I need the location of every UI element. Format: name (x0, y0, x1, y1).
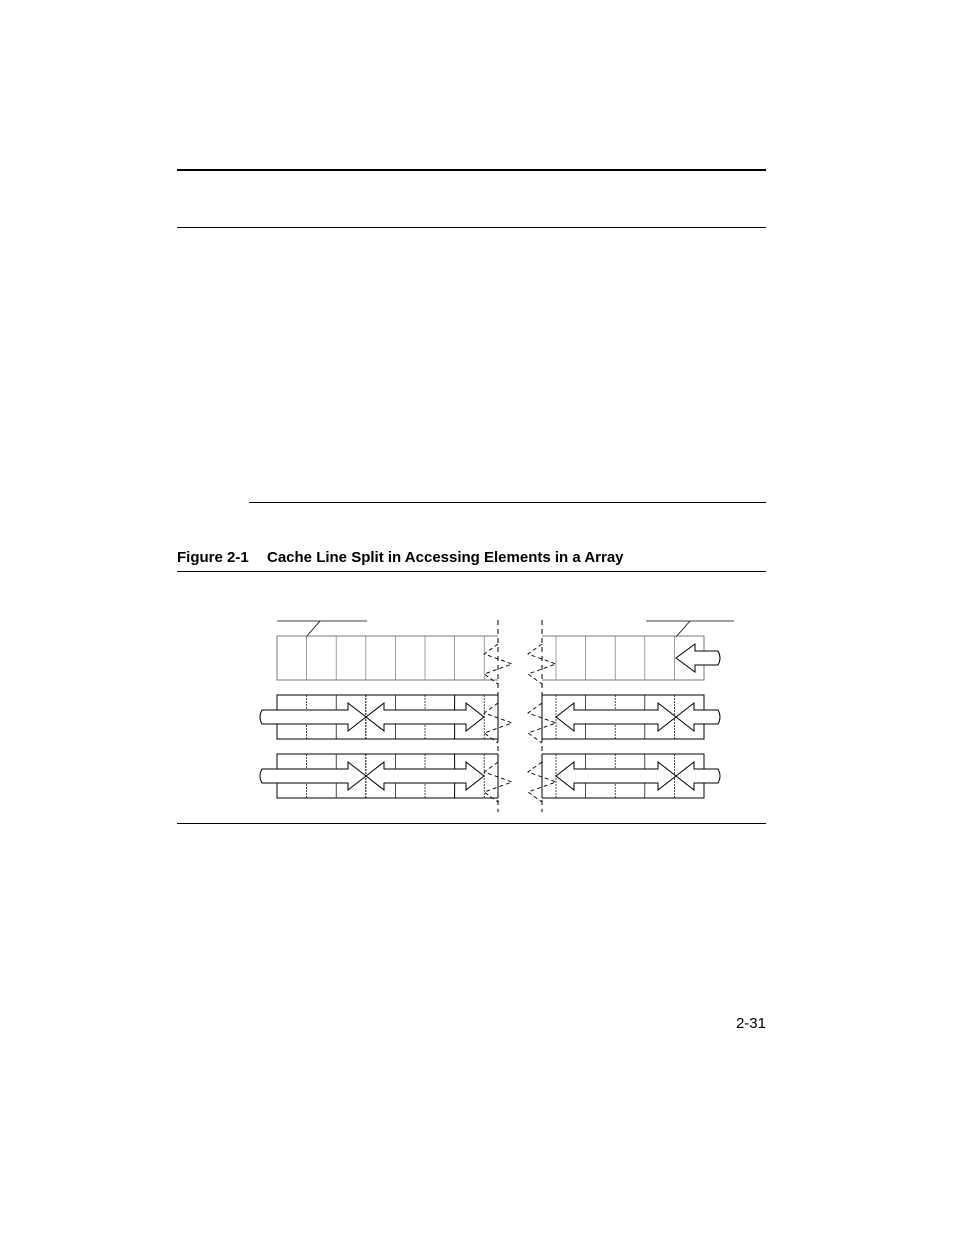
leader-line-left (277, 621, 367, 637)
bottom-rule (177, 823, 766, 824)
row-2-arrow-right-out (676, 703, 720, 731)
row-1-left-block (277, 636, 498, 680)
row-2-arrow-left-in (260, 703, 366, 731)
figure-number: Figure 2-1 (177, 549, 249, 566)
row-3-arrow-left-in (260, 762, 366, 790)
leader-line-right (646, 621, 734, 637)
figure-title: Cache Line Split in Accessing Elements in a Array (267, 549, 624, 566)
row-2-arrow-right-double (556, 703, 676, 731)
arrow-incoming-right (676, 644, 720, 672)
page-number: 2-31 (735, 1015, 766, 1032)
row-3-arrow-right-out (676, 762, 720, 790)
row-3-arrow-right-double (556, 762, 676, 790)
